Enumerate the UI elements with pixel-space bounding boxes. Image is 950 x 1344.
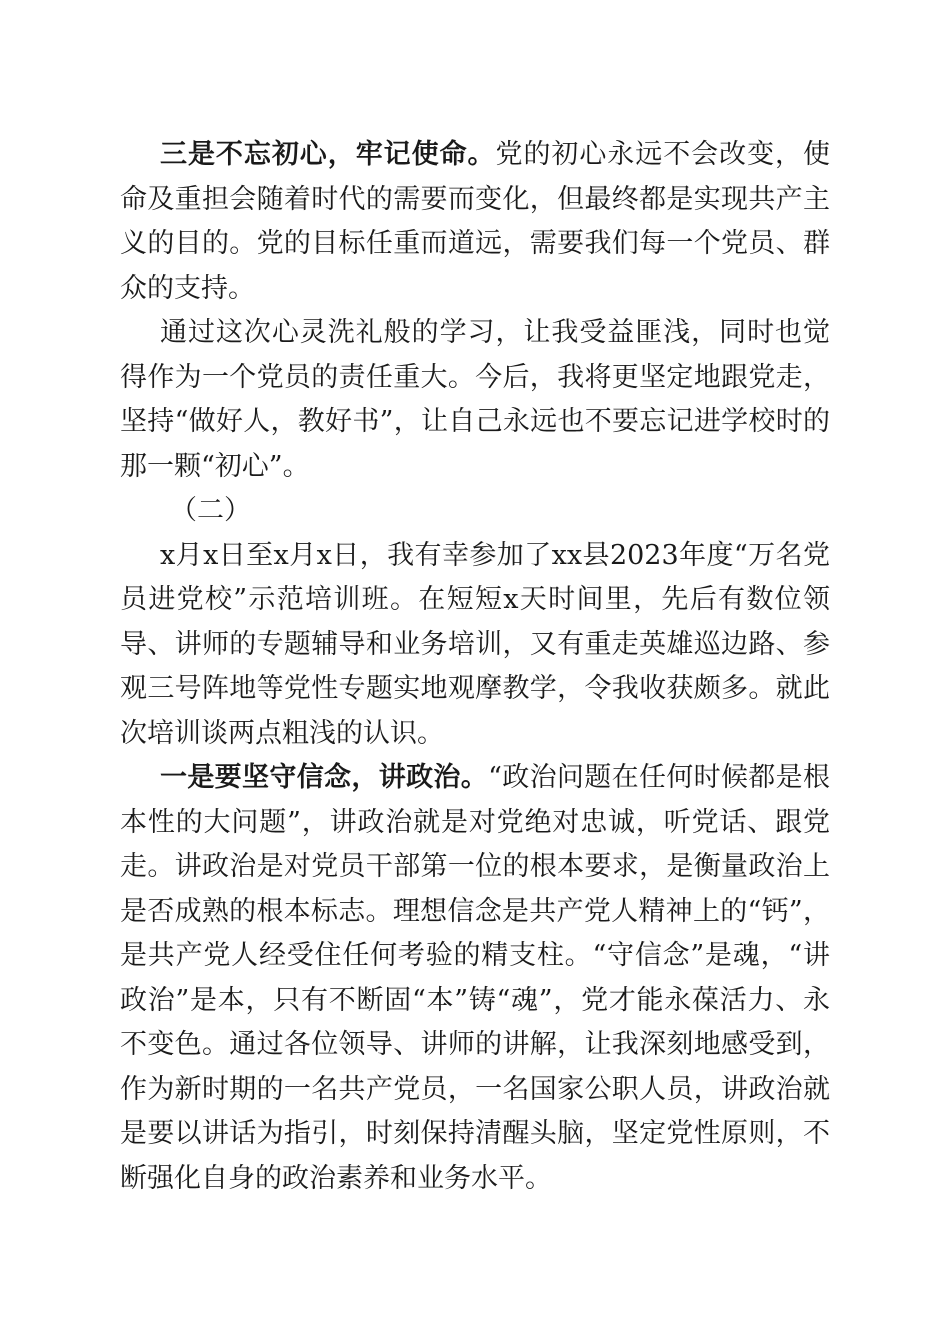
paragraph-keep-faith-politics xyxy=(120,756,830,1201)
paragraph-lead: 三是不忘初心，牢记使命。 xyxy=(160,139,496,170)
paragraph-learning-reflection xyxy=(120,311,830,489)
paragraph-lead: 一是要坚守信念，讲政治。 xyxy=(160,762,489,793)
paragraph-text: “政治问题在任何时候都是根本性的大问题”，讲政治就是对党绝对忠诚，听党话、跟党走。讲政治是对党员干部第一位的根本要求，是衡量政治上是否成熟的根本标志。理想信念是共产党人精神上的“钙”，是共产党人经受住任何考验的精支柱。“守信念”是魂，“讲政治”是本，只有不断固“本”铸“魂”，党才能永葆活力、永不变色。通过各位领导、讲师的讲解，让我深刻地感受到，作为新时期的一名共产党员，一名国家公职人员，讲政治就是要以讲话为指引，时刻保持清醒头脑，坚定党性原则，不断强化自身的政治素养和业务水平。 xyxy=(120,762,830,1194)
paragraph-text: 党的初心永远不会改变，使命及重担会随着时代的需要而变化，但最终都是实现共产主义的目的。党的目标任重而道远，需要我们每一个党员、群众的支持。 xyxy=(120,139,831,304)
document-body xyxy=(120,133,830,1201)
paragraph-text: 通过这次心灵洗礼般的学习，让我受益匪浅，同时也觉得作为一个党员的责任重大。今后，我将更坚定地跟党走，坚持“做好人，教好书”，让自己永远也不要忘记进学校时的那一颗“初心”。 xyxy=(120,317,830,482)
paragraph-never-forget-mission xyxy=(120,133,830,311)
section-heading: （二） xyxy=(170,495,251,526)
paragraph-text: x月x日至x月x日，我有幸参加了xx县2023年度“万名党员进党校”示范培训班。在短短x天时间里，先后有数位领导、讲师的专题辅导和业务培训，又有重走英雄巡边路、参观三号阵地等党性专题实地观摩教学，令我收获颇多。就此次培训谈两点粗浅的认识。 xyxy=(120,539,830,749)
paragraph-training-intro xyxy=(120,534,830,757)
